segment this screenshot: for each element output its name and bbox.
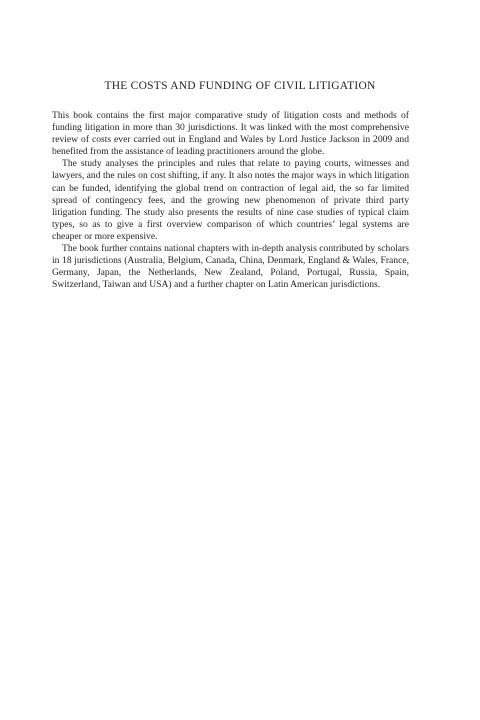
page-title: THE COSTS AND FUNDING OF CIVIL LITIGATION <box>104 80 376 92</box>
paragraph-1: This book contains the first major comparative study of litigation costs and methods of funding litigation in more than 30 jurisdictions. It was linked with the most comprehensive review of costs ever carried out in England and Wales by Lord Justice Jackson in 2009 and benefited from the assistance of leading practitioners around the globe. <box>52 110 409 158</box>
paragraph-3: The book further contains national chapters with in-depth analysis contributed by scholars in 18 jurisdictions (Australia, Belgium, Canada, China, Denmark, England & Wales, France, Germany, Japan, the Netherlands, New Zealand, Poland, Portugal, Russia, Spain, Switzerland, Taiwan and USA) and a further chapter on Latin American jurisdictions. <box>52 243 409 291</box>
paragraph-2: The study analyses the principles and rules that relate to paying courts, witnesses and lawyers, and the rules on cost shifting, if any. It also notes the major ways in which litigation can be funded, identifying the global trend on contraction of legal aid, the so far limited spread of contingency fees, and the growing new phenomenon of private third party litigation funding. The study also presents the results of nine case studies of typical claim types, so as to give a first overview comparison of which countries’ legal systems are cheaper or more expensive. <box>52 158 409 242</box>
blurb-text <box>52 110 409 291</box>
